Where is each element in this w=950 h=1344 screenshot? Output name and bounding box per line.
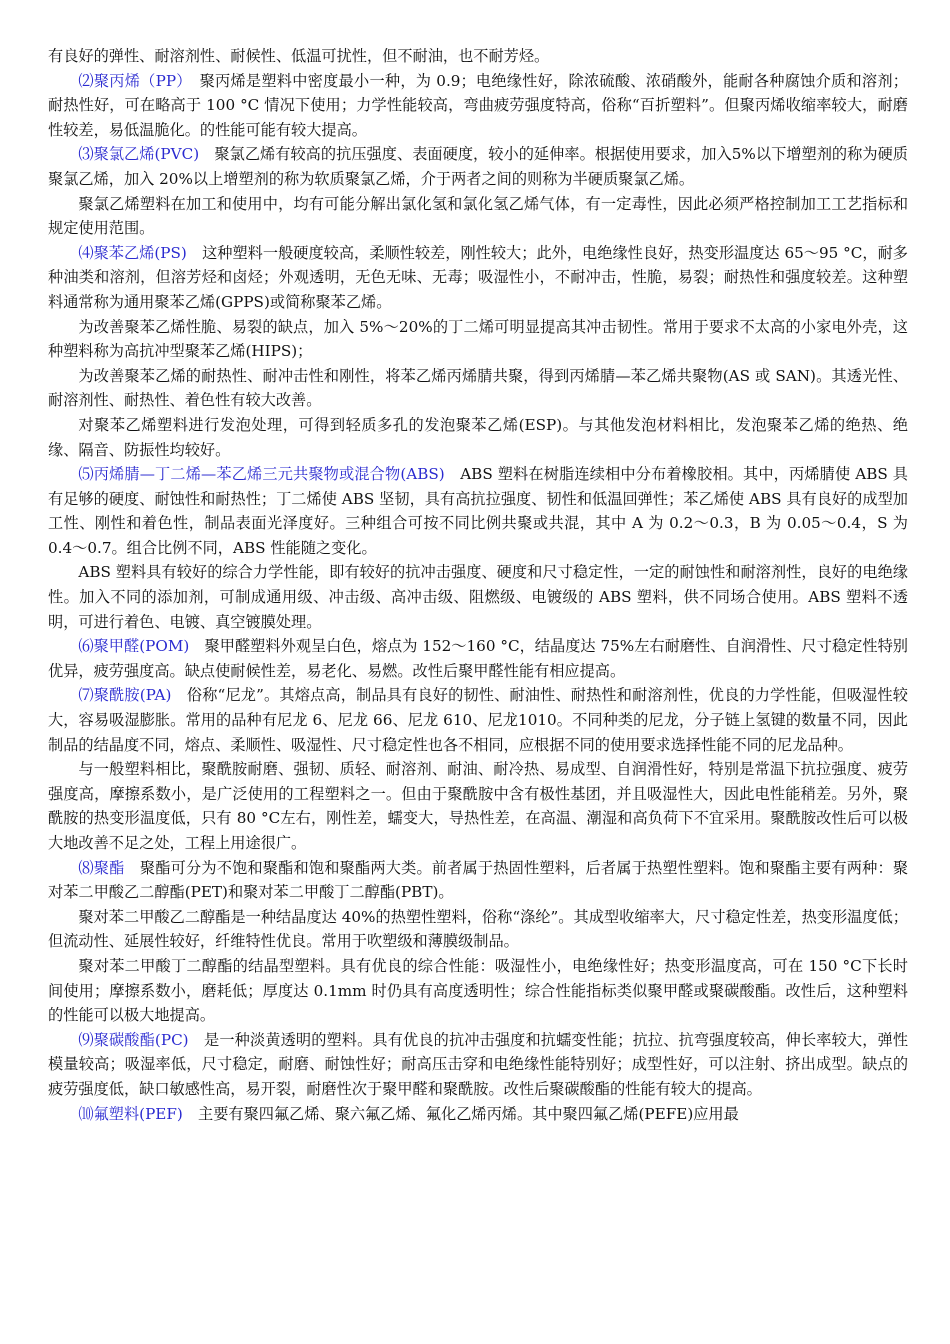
paragraph-1 bbox=[48, 69, 908, 143]
paragraph-text: 聚酯可分为不饱和聚酯和饱和聚酯两大类。前者属于热固性塑料，后者属于热塑性塑料。饱和聚酯主要有两种：聚对苯二甲酸乙二醇酯(PET)和聚对苯二甲酸丁二醇酯(PBT)。 bbox=[48, 858, 909, 902]
section-heading: ⑵聚丙烯（PP） bbox=[78, 71, 185, 90]
document-page bbox=[48, 44, 908, 1126]
paragraph-text: ABS 塑料在树脂连续相中分布着橡胶相。其中，丙烯腈使 ABS 具有足够的硬度、耐蚀性和耐热性；丁二烯使 ABS 坚韧，具有高抗拉强度、韧性和低温回弹性；苯乙烯使 ABS 具有良好的成型加工性、刚性和着色性，制品表面光泽度好。三种组合可按不同比例共聚或共混，其中 A 为 0.2～0.3，B 为 0.05～0.4，S 为 0.4～0.7。组合比例不同，ABS 性能随之变化。 bbox=[48, 465, 908, 557]
paragraph-3 bbox=[48, 192, 908, 241]
paragraph-16 bbox=[48, 1028, 908, 1102]
paragraph-14 bbox=[48, 905, 908, 954]
paragraph-text: ABS 塑料具有较好的综合力学性能，即有较好的抗冲击强度、硬度和尺寸稳定性，一定的耐蚀性和耐溶剂性，良好的电绝缘性。加入不同的添加剂，可制成通用级、冲击级、高冲击级、阻燃级、电镀级的 ABS 塑料，供不同场合使用。ABS 塑料不透明，可进行着色、电镀、真空镀膜处理。 bbox=[48, 563, 908, 631]
paragraph-10 bbox=[48, 634, 908, 683]
paragraph-text: 聚氯乙烯塑料在加工和使用中，均有可能分解出氯化氢和氯化氢乙烯气体，有一定毒性，因此必须严格控制加工工艺指标和规定使用范围。 bbox=[48, 194, 908, 238]
paragraph-4 bbox=[48, 241, 908, 315]
paragraph-text: 与一般塑料相比，聚酰胺耐磨、强韧、质轻、耐溶剂、耐油、耐冷热、易成型、自润滑性好，特别是常温下抗拉强度、疲劳强度高，摩擦系数小，是广泛使用的工程塑料之一。但由于聚酰胺中含有极性基团，并且吸湿性大，因此电性能稍差。另外，聚酰胺的热变形温度低，只有 80 °C左右，刚性差，蠕变大，导热性差，在高温、潮湿和高负荷下不宜采用。聚酰胺改性后可以极大地改善不足之处，工程上用途很广。 bbox=[48, 760, 908, 852]
paragraph-text: 是一种淡黄透明的塑料。具有优良的抗冲击强度和抗蠕变性能；抗拉、抗弯强度较高，伸长率较大，弹性模量较高；吸湿率低，尺寸稳定，耐磨、耐蚀性好；耐高压击穿和电绝缘性能特别好；成型性好，可以注射、挤出成型。缺点的疲劳强度低，缺口敏感性高，易开裂，耐磨性次于聚甲醛和聚酰胺。改性后聚碳酸酯的性能有较大的提高。 bbox=[48, 1030, 909, 1098]
section-heading: ⑹聚甲醛(POM) bbox=[78, 637, 190, 656]
paragraph-text: 为改善聚苯乙烯的耐热性、耐冲击性和刚性，将苯乙烯丙烯腈共聚，得到丙烯腈—苯乙烯共聚物(AS 或 SAN)。其透光性、耐溶剂性、耐热性、着色性有较大改善。 bbox=[48, 366, 908, 410]
paragraph-text: 有良好的弹性、耐溶剂性、耐候性、低温可扰性，但不耐油，也不耐芳烃。 bbox=[48, 47, 550, 65]
paragraph-15 bbox=[48, 954, 908, 1028]
paragraph-text: 聚对苯二甲酸乙二醇酯是一种结晶度达 40%的热塑性塑料，俗称“涤纶”。其成型收缩率大，尺寸稳定性差，热变形温度低；但流动性、延展性较好，纤维特性优良。常用于吹塑级和薄膜级制品。 bbox=[48, 907, 908, 951]
paragraph-11 bbox=[48, 683, 908, 757]
paragraph-text: 聚对苯二甲酸丁二醇酯的结晶型塑料。具有优良的综合性能：吸湿性小，电绝缘性好；热变形温度高，可在 150 °C下长时间使用；摩擦系数小，磨耗低；厚度达 0.1mm 时仍具有高度透明性；综合性能指标类似聚甲醛或聚碳酸酯。改性后，这种塑料的性能可以极大地提高。 bbox=[48, 956, 908, 1025]
section-heading: ⑽氟塑料(PEF) bbox=[78, 1104, 183, 1123]
paragraph-7 bbox=[48, 413, 908, 462]
paragraph-2 bbox=[48, 142, 908, 191]
section-heading: ⑶聚氯乙烯(PVC) bbox=[78, 145, 200, 164]
paragraph-17 bbox=[48, 1102, 908, 1127]
paragraph-text: 聚丙烯是塑料中密度最小一种，为 0.9；电绝缘性好，除浓硫酸、浓硝酸外，能耐各种腐蚀介质和溶剂；耐热性好，可在略高于 100 °C 情况下使用；力学性能较高，弯曲疲劳强度特高，俗称“百折塑料”。但聚丙烯收缩率较大，耐磨性较差，易低温脆化。的性能可能有较大提高。 bbox=[48, 71, 908, 139]
paragraph-12 bbox=[48, 757, 908, 855]
paragraph-text: 聚氯乙烯有较高的抗压强度、表面硬度，较小的延伸率。根据使用要求，加入5%以下增塑剂的称为硬质聚氯乙烯，加入 20%以上增塑剂的称为软质聚氯乙烯，介于两者之间的则称为半硬质聚氯乙烯。 bbox=[48, 145, 908, 188]
paragraph-9 bbox=[48, 560, 908, 634]
paragraph-text: 对聚苯乙烯塑料进行发泡处理，可得到轻质多孔的发泡聚苯乙烯(ESP)。与其他发泡材料相比，发泡聚苯乙烯的绝热、绝缘、隔音、防振性均较好。 bbox=[48, 415, 908, 459]
paragraph-5 bbox=[48, 315, 908, 364]
paragraph-text: 为改善聚苯乙烯性脆、易裂的缺点，加入 5%～20%的丁二烯可明显提高其冲击韧性。常用于要求不太高的小家电外壳，这种塑料称为高抗冲型聚苯乙烯(HIPS)； bbox=[48, 317, 908, 361]
section-heading: ⑷聚苯乙烯(PS) bbox=[78, 243, 187, 262]
section-heading: ⑸丙烯腈—丁二烯—苯乙烯三元共聚物或混合物(ABS) bbox=[78, 465, 445, 484]
section-heading: ⑼聚碳酸酯(PC) bbox=[78, 1030, 189, 1049]
paragraph-8 bbox=[48, 462, 908, 560]
paragraph-13 bbox=[48, 856, 908, 905]
section-heading: ⑻聚酯 bbox=[78, 858, 125, 877]
paragraph-text: 聚甲醛塑料外观呈白色，熔点为 152～160 °C，结晶度达 75%左右耐磨性、自润滑性、尺寸稳定性特别优异，疲劳强度高。缺点使耐候性差，易老化、易燃。改性后聚甲醛性能有相应提高。 bbox=[48, 637, 908, 680]
section-heading: ⑺聚酰胺(PA) bbox=[78, 686, 172, 705]
paragraph-text: 俗称“尼龙”。其熔点高，制品具有良好的韧性、耐油性、耐热性和耐溶剂性，优良的力学性能，但吸湿性较大，容易吸湿膨胀。常用的品种有尼龙 6、尼龙 66、尼龙 610、尼龙1010。不同种类的尼龙，分子链上氢键的数量不同，因此制品的结晶度不同，熔点、柔顺性、吸湿性、尺寸稳定性也各不相同，应根据不同的使用要求选择性能不同的尼龙品种。 bbox=[48, 686, 908, 754]
paragraph-text: 这种塑料一般硬度较高，柔顺性较差，刚性较大；此外，电绝缘性良好，热变形温度达 65～95 °C，耐多种油类和溶剂，但溶芳烃和卤烃；外观透明，无色无味、无毒；吸湿性小，不耐冲击，性脆，易裂；耐热性和强度较差。这种塑料通常称为通用聚苯乙烯(GPPS)或简称聚苯乙烯。 bbox=[48, 243, 908, 311]
paragraph-text: 主要有聚四氟乙烯、聚六氟乙烯、氟化乙烯丙烯。其中聚四氟乙烯(PEFE)应用最 bbox=[182, 1104, 739, 1123]
paragraph-6 bbox=[48, 364, 908, 413]
paragraph-0 bbox=[48, 44, 908, 69]
